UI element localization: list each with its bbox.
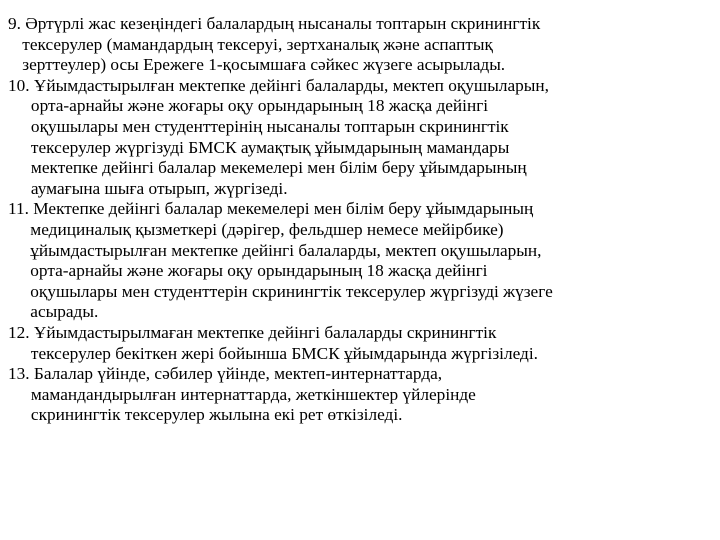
item-number: 11. [8, 199, 34, 219]
text-line: скринингтік тексерулер жылына екі рет өткізіледі. [30, 405, 403, 425]
text-line: оқушылары мен студенттерінің нысаналы топтарын скринингтік [30, 116, 509, 136]
list-item-12 [8, 323, 708, 364]
text-line: орта-арнайы және жоғары оқу орындарының 18 жасқа дейінгі [30, 96, 489, 116]
text-line: медициналық қызметкері (дәрігер, фельдшер немесе мейірбике) [30, 219, 504, 239]
list-item-10 [8, 76, 708, 200]
text-line: мектепке дейінгі балалар мекемелері мен білім беру ұйымдарының [30, 158, 527, 178]
item-number: 9. [8, 14, 26, 33]
list-item-11 [8, 199, 708, 323]
text-line: мамандандырылған интернаттарда, жеткіншектер үйлерінде [30, 384, 476, 404]
item-text [30, 322, 708, 364]
item-number: 12. [8, 322, 34, 342]
item-text [22, 14, 708, 76]
item-text [30, 199, 708, 323]
text-line: асырады. [30, 302, 99, 322]
text-line: оқушылары мен студенттерін скринингтік тексерулер жүргізуді жүзеге [30, 281, 553, 301]
text-line: зерттеулер) осы Ережеге 1-қосымшаға сәйкес жүзеге асырылады. [22, 55, 506, 75]
text-line: орта-арнайы және жоғары оқу орындарының 18 жасқа дейінгі [30, 261, 488, 281]
text-line: тексерулер бекіткен жері бойынша БМСК ұйымдарында жүргізіледі. [30, 343, 538, 363]
text-line: ұйымдастырылған мектепке дейінгі балаларды, мектеп оқушыларын, [30, 240, 542, 260]
item-text [30, 75, 708, 200]
item-number: 13. [8, 364, 34, 384]
text-line: Балалар үйінде, сәбилер үйінде, мектеп-интернаттарда, [33, 364, 443, 384]
item-number: 10. [8, 75, 34, 95]
text-line: Әртүрлі жас кезеңіндегі балалардың нысаналы топтарын скринингтік [25, 14, 541, 33]
text-line: тексерулер жүргізуді БМСК аумақтық ұйымдарының мамандары [30, 137, 510, 157]
text-line: Ұйымдастырылмаған мектепке дейінгі балаларды скринингтік [33, 322, 497, 342]
text-line: Мектепке дейінгі балалар мекемелері мен білім беру ұйымдарының [33, 199, 534, 219]
list-item-13 [8, 364, 708, 426]
text-line: тексерулер (мамандардың тексеруі, зертханалық және аспаптық [22, 34, 493, 54]
item-text [30, 364, 708, 426]
list-item-9 [8, 14, 708, 76]
text-line: аумағына шыға отырып, жүргізеді. [30, 178, 288, 198]
text-line: Ұйымдастырылған мектепке дейінгі балаларды, мектеп оқушыларын, [33, 75, 549, 95]
